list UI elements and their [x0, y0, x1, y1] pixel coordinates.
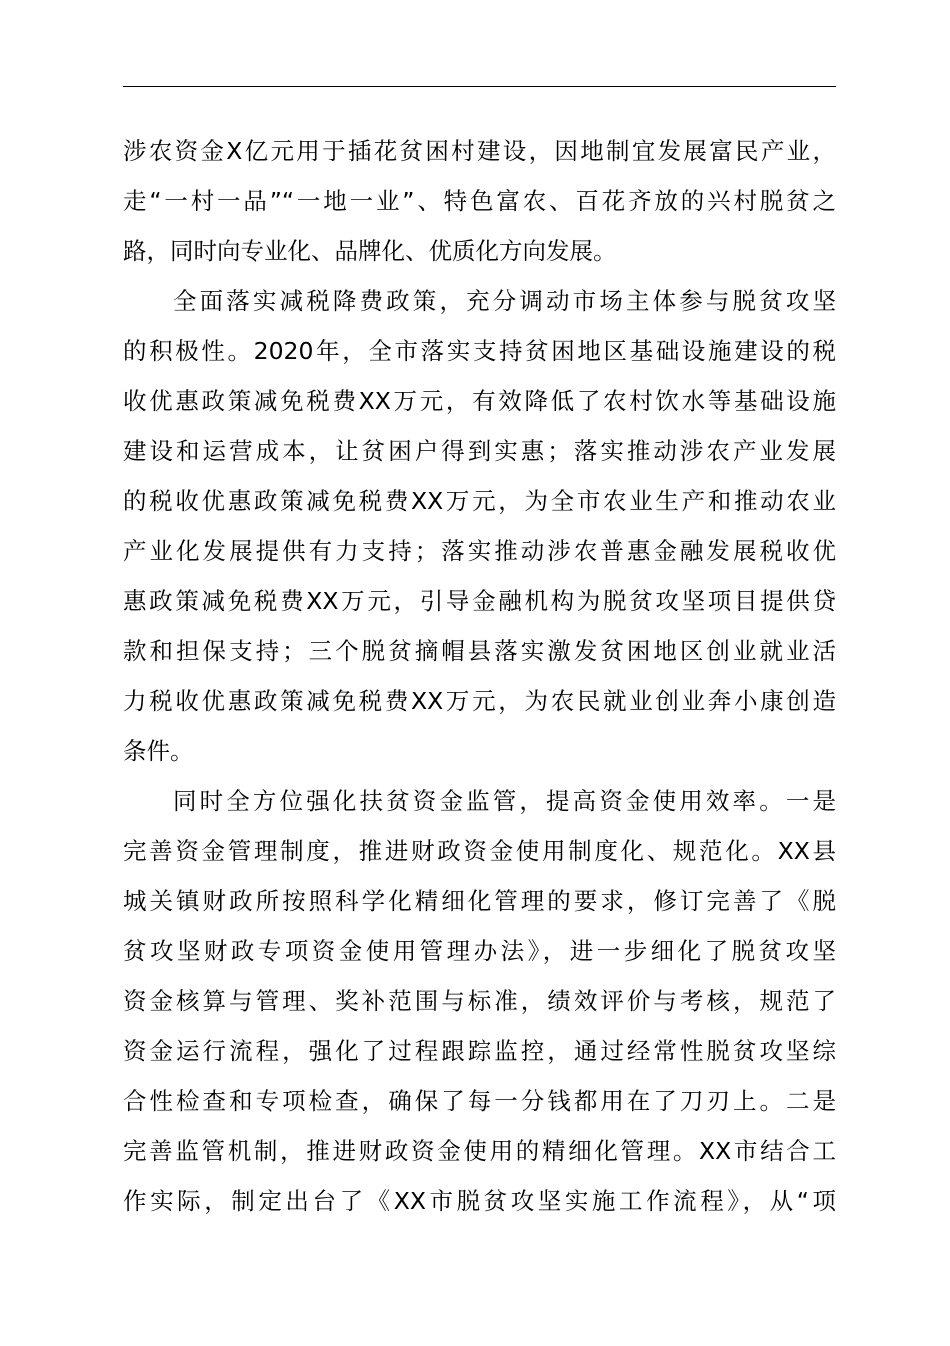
text-line: 建设和运营成本，让贫困户得到实惠；落实推动涉农产业发展	[123, 437, 836, 465]
text-line: 完善监管机制，推进财政资金使用的精细化管理。XX市结合工	[123, 1137, 836, 1165]
text-line: 合性检查和专项检查，确保了每一分钱都用在了刀刃上。二是	[123, 1087, 836, 1115]
text-line: 涉农资金X亿元用于插花贫困村建设，因地制宜发展富民产业，	[123, 137, 836, 165]
text-line: 完善资金管理制度，推进财政资金使用制度化、规范化。XX县	[123, 837, 836, 865]
text-line: 惠政策减免税费XX万元，引导金融机构为脱贫攻坚项目提供贷	[123, 587, 836, 615]
text-line: 资金核算与管理、奖补范围与标准，绩效评价与考核，规范了	[123, 987, 836, 1015]
text-line: 贫攻坚财政专项资金使用管理办法》，进一步细化了脱贫攻坚	[123, 937, 836, 965]
text-line: 路，同时向专业化、品牌化、优质化方向发展。	[123, 237, 617, 265]
text-line: 资金运行流程，强化了过程跟踪监控，通过经常性脱贫攻坚综	[123, 1037, 836, 1065]
paragraph-continuation	[123, 126, 836, 276]
text-line: 款和担保支持；三个脱贫摘帽县落实激发贫困地区创业就业活	[123, 637, 836, 665]
text-line: 走“一村一品”“一地一业”、特色富农、百花齐放的兴村脱贫之	[123, 187, 836, 215]
paragraph-tax-reduction	[123, 276, 836, 776]
text-line: 的积极性。2020年，全市落实支持贫困地区基础设施建设的税	[123, 337, 836, 365]
paragraph-fund-supervision	[123, 776, 836, 1226]
text-line: 作实际，制定出台了《XX市脱贫攻坚实施工作流程》，从“项	[123, 1187, 836, 1215]
text-line: 力税收优惠政策减免税费XX万元，为农民就业创业奔小康创造	[123, 687, 836, 715]
text-line: 同时全方位强化扶贫资金监管，提高资金使用效率。一是	[173, 787, 836, 815]
text-line: 城关镇财政所按照科学化精细化管理的要求，修订完善了《脱	[123, 887, 836, 915]
text-line: 条件。	[123, 737, 194, 765]
text-line: 全面落实减税降费政策，充分调动市场主体参与脱贫攻坚	[173, 287, 836, 315]
text-line: 产业化发展提供有力支持；落实推动涉农普惠金融发展税收优	[123, 537, 836, 565]
document-body	[123, 126, 836, 1226]
text-line: 收优惠政策减免税费XX万元，有效降低了农村饮水等基础设施	[123, 387, 836, 415]
header-rule	[123, 86, 836, 87]
text-line: 的税收优惠政策减免税费XX万元，为全市农业生产和推动农业	[123, 487, 836, 515]
